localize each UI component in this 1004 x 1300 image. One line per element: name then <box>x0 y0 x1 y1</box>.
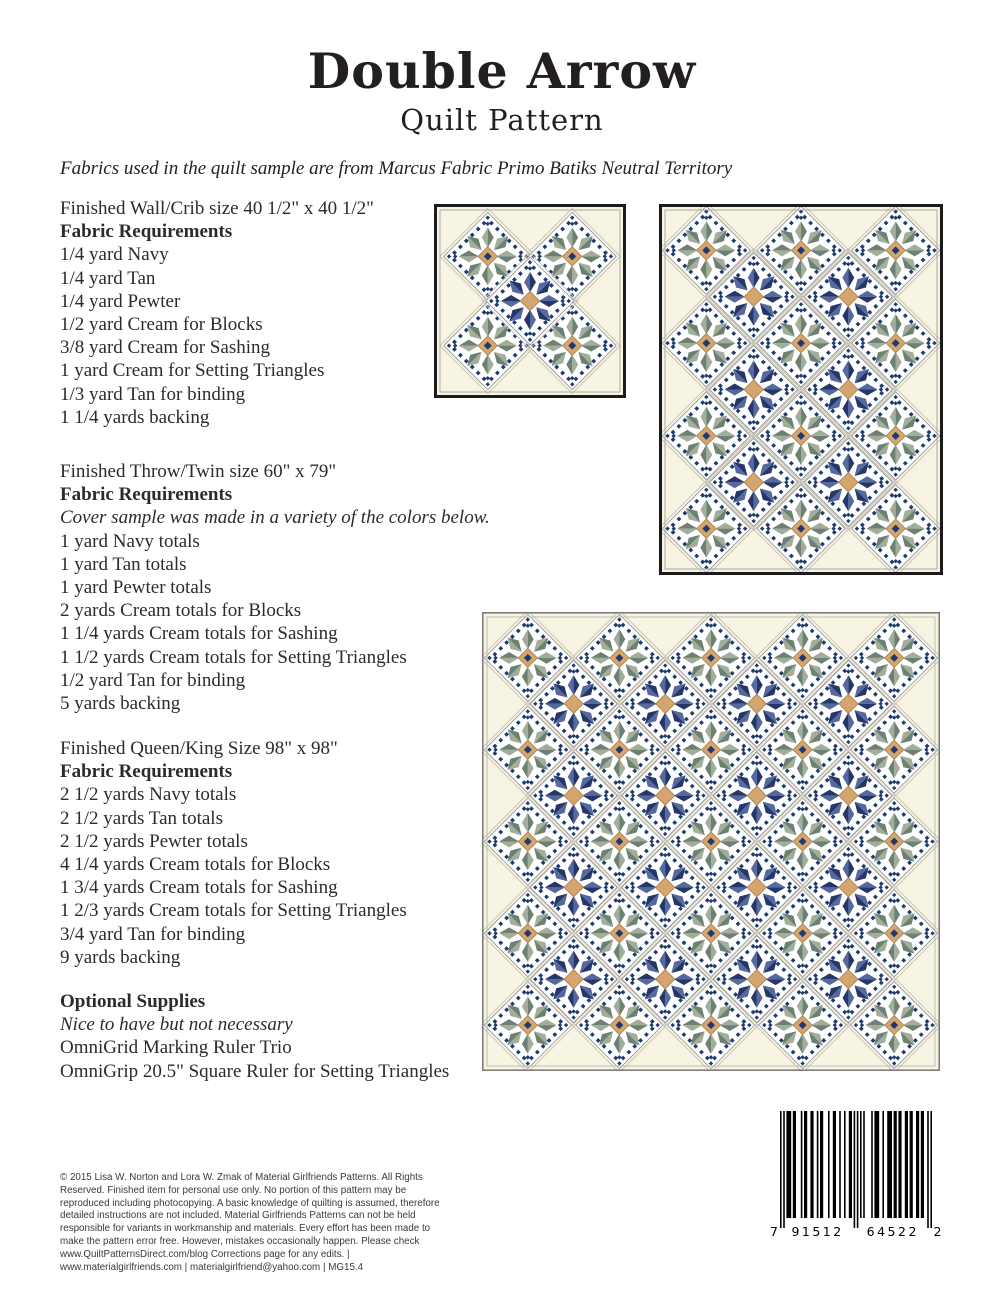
optional-supplies-note: Nice to have but not necessary <box>60 1014 293 1036</box>
size-heading: Finished Queen/King Size 98" x 98" <box>60 738 338 759</box>
optional-supplies-list <box>60 1036 480 1082</box>
requirements-list <box>60 783 480 969</box>
svg-text:2: 2 <box>933 1224 944 1239</box>
requirement-line: 1/4 yard Tan <box>60 267 156 289</box>
requirement-line: 1 1/4 yards backing <box>60 406 210 428</box>
fabric-requirements-heading: Fabric Requirements <box>60 484 233 506</box>
fabric-requirements-heading: Fabric Requirements <box>60 221 233 243</box>
title-block <box>0 42 1004 138</box>
requirement-line: 5 yards backing <box>60 693 181 715</box>
upc-barcode <box>766 1108 948 1240</box>
requirements-list <box>60 243 480 429</box>
requirement-line: 1/3 yard Tan for binding <box>60 383 246 405</box>
copyright-text: © 2015 Lisa W. Norton and Lora W. Zmak of Material Girlfriends Patterns. All Rights Reserved. Finished item for personal use only. No portion of this pattern may be reproduced including photocopying. A basic knowledge of quilting is assumed, therefore detailed instructions are not included. Material Girlfriends Patterns can not be held responsible for variants in workmanship and materials. Every effort has been made to make the pattern error free. However, mistakes occasionally happen. Please check www.QuiltPatternsDirect.com/blog Corrections page for any edits. | www.materialgirlfriends.com | materialgirlfriend@yahoo.com | MG15.4 <box>60 1172 440 1273</box>
requirement-line: 4 1/4 yards Cream totals for Blocks <box>60 854 331 876</box>
svg-text:64522: 64522 <box>866 1224 919 1239</box>
page-title: Double Arrow <box>307 42 697 100</box>
fabrics-source-note: Fabrics used in the quilt sample are from Marcus Fabric Primo Batiks Neutral Territory <box>60 158 733 179</box>
fabric-requirements-heading: Fabric Requirements <box>60 761 233 783</box>
optional-supplies-heading: Optional Supplies <box>60 991 206 1012</box>
requirement-line: 1/4 yard Navy <box>60 244 169 266</box>
requirement-line: 1 yard Navy totals <box>60 530 200 552</box>
requirement-line: 1 1/2 yards Cream totals for Setting Triangles <box>60 646 407 668</box>
requirement-line: 2 yards Cream totals for Blocks <box>60 600 302 622</box>
requirement-line: 2 1/2 yards Tan totals <box>60 807 223 829</box>
requirement-line: 2 1/2 yards Pewter totals <box>60 830 248 852</box>
throw-twin-requirements-section <box>60 460 490 715</box>
svg-text:7: 7 <box>770 1224 781 1239</box>
requirement-line: 1 yard Cream for Setting Triangles <box>60 360 325 382</box>
cover-sample-note: Cover sample was made in a variety of the colors below. <box>60 507 490 529</box>
throw-twin-quilt-image <box>659 204 943 575</box>
requirements-list <box>60 530 480 716</box>
size-heading: Finished Throw/Twin size 60" x 79" <box>60 461 337 482</box>
page-subtitle: Quilt Pattern <box>400 103 604 138</box>
requirement-line: 1 3/4 yards Cream totals for Sashing <box>60 877 338 899</box>
requirement-line: 1/2 yard Cream for Blocks <box>60 314 263 336</box>
wall-crib-requirements-section <box>60 197 480 429</box>
queen-king-requirements-section <box>60 737 480 969</box>
optional-supplies-section <box>60 990 480 1083</box>
queen-king-quilt-image <box>482 612 940 1071</box>
requirement-line: 9 yards backing <box>60 946 181 968</box>
requirement-line: 3/4 yard Tan for binding <box>60 923 246 945</box>
requirement-line: 1 2/3 yards Cream totals for Setting Triangles <box>60 900 407 922</box>
svg-text:91512: 91512 <box>791 1224 844 1239</box>
requirement-line: 1 yard Pewter totals <box>60 577 212 599</box>
requirement-line: OmniGrip 20.5" Square Ruler for Setting Triangles <box>60 1060 450 1082</box>
wall-crib-quilt-image <box>434 204 626 398</box>
requirement-line: 3/8 yard Cream for Sashing <box>60 337 271 359</box>
requirement-line: 1/4 yard Pewter <box>60 290 181 312</box>
requirement-line: 1 yard Tan totals <box>60 553 187 575</box>
size-heading: Finished Wall/Crib size 40 1/2" x 40 1/2" <box>60 198 374 219</box>
requirement-line: OmniGrid Marking Ruler Trio <box>60 1037 292 1059</box>
requirement-line: 1 1/4 yards Cream totals for Sashing <box>60 623 338 645</box>
requirement-line: 2 1/2 yards Navy totals <box>60 784 237 806</box>
requirement-line: 1/2 yard Tan for binding <box>60 669 246 691</box>
